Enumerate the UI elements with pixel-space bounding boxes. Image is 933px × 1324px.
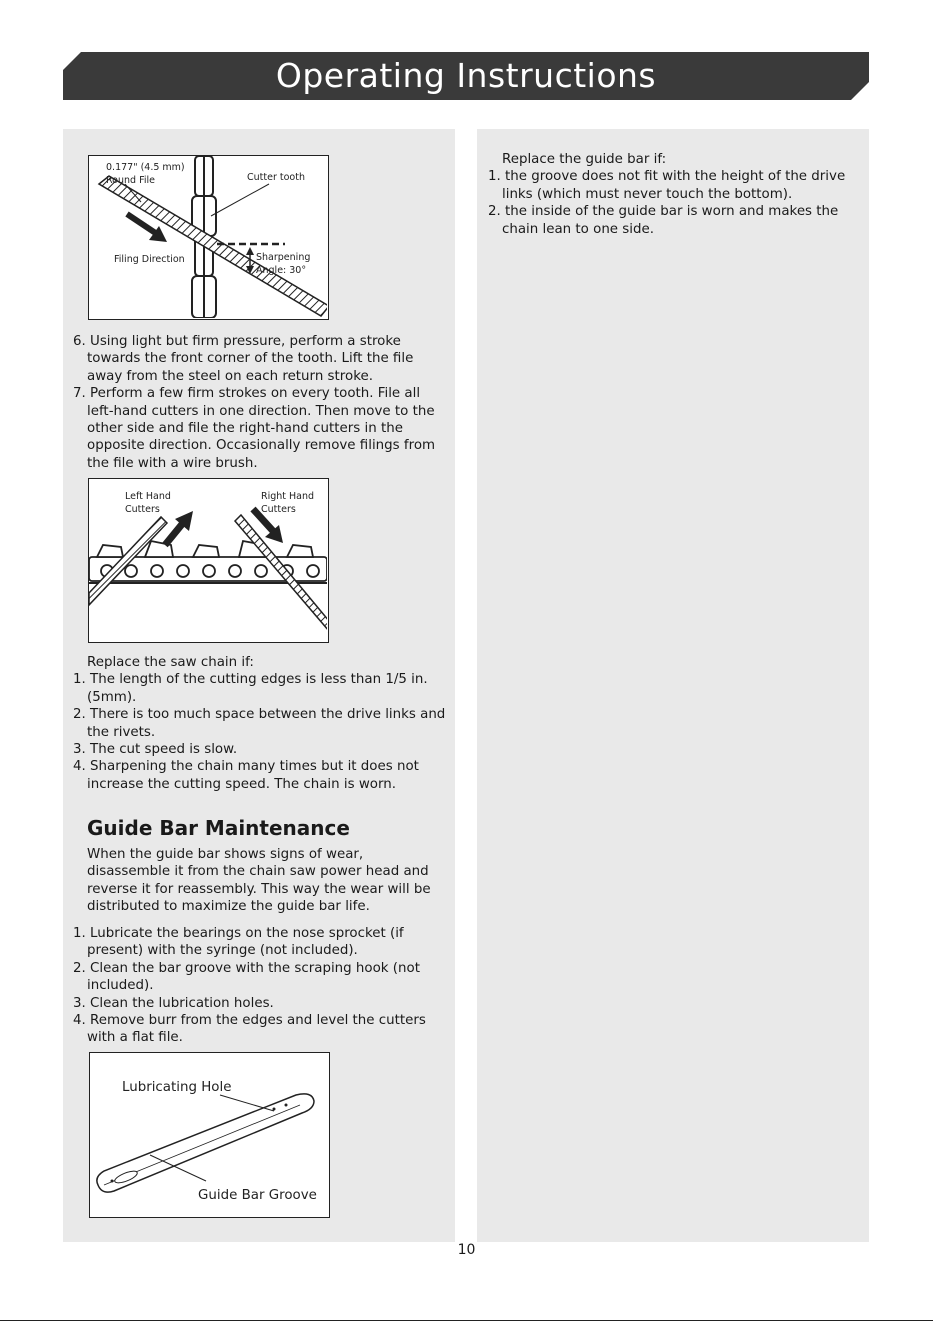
cutters-diagram: [88, 478, 329, 643]
guide-bar-item-2-line-2: included).: [87, 978, 154, 994]
sharpening-label: Sharpening: [256, 252, 311, 263]
guide-bar-item-4-line-2: with a flat file.: [87, 1030, 183, 1046]
file-size-label: 0.177" (4.5 mm): [106, 162, 185, 173]
step-7-line-3: other side and file the right-hand cutters in the: [87, 421, 403, 437]
replace-saw-chain-list: [73, 654, 445, 793]
saw-chain-item-4-line-2: increase the cutting speed. The chain is worn.: [87, 776, 396, 792]
guide-bar-item-1-line-1: 1. Lubricate the bearings on the nose sprocket (if: [73, 926, 404, 941]
saw-chain-item-2-line-2: the rivets.: [87, 724, 156, 740]
cutter-tooth-label: Cutter tooth: [247, 172, 305, 183]
page-title: Operating Instructions: [275, 56, 657, 95]
step-7-line-1: 7. Perform a few firm strokes on every tooth. File all: [73, 386, 421, 402]
saw-chain-item-2-line-1: 2. There is too much space between the drive links and: [73, 707, 446, 723]
guide-bar-item-2-line-1: 2. Clean the bar groove with the scraping hook (not: [73, 960, 420, 976]
filing-direction-label: Filing Direction: [114, 254, 185, 265]
replace-bar-item-2-line-1: 2. the inside of the guide bar is worn and makes the: [488, 204, 839, 220]
replace-bar-item-2-line-2: chain lean to one side.: [502, 221, 654, 237]
page-header-banner: [63, 52, 869, 100]
guide-bar-groove-label: Guide Bar Groove: [198, 1188, 317, 1203]
angle-label: Angle: 30°: [256, 265, 307, 276]
guide-bar-intro-line-1: When the guide bar shows signs of wear,: [87, 847, 364, 862]
left-cutters-label-2: Cutters: [125, 504, 160, 515]
step-6-line-2: towards the front corner of the tooth. Lift the file: [87, 351, 414, 367]
replace-bar-item-1-line-1: 1. the groove does not fit with the height of the drive: [488, 169, 846, 185]
saw-chain-item-4-line-1: 4. Sharpening the chain many times but it does not: [73, 759, 419, 775]
replace-bar-item-1-line-2: links (which must never touch the bottom).: [502, 186, 793, 202]
file-type-label: Round File: [106, 175, 155, 186]
left-cutters-label-1: Left Hand: [125, 491, 171, 502]
guide-bar-item-1-line-2: present) with the syringe (not included).: [87, 943, 358, 959]
guide-bar-intro-line-4: distributed to maximize the guide bar life.: [87, 899, 370, 915]
bottom-rule: [0, 1320, 933, 1321]
guide-bar-item-3: 3. Clean the lubrication holes.: [73, 995, 274, 1011]
step-7-line-4: opposite direction. Occasionally remove filings from: [87, 438, 436, 454]
saw-chain-intro: Replace the saw chain if:: [87, 655, 254, 670]
replace-bar-intro: Replace the guide bar if:: [502, 152, 667, 167]
step-7-line-2: left-hand cutters in one direction. Then move to the: [87, 403, 435, 419]
right-column-panel: [477, 129, 869, 1242]
guide-bar-item-4-line-1: 4. Remove burr from the edges and level the cutters: [73, 1013, 426, 1029]
guide-bar-intro-line-2: disassemble it from the chain saw power head and: [87, 864, 429, 880]
guide-bar-intro-line-3: reverse it for reassembly. This way the wear will be: [87, 881, 431, 897]
section-heading-guide-bar: Guide Bar Maintenance: [87, 816, 350, 840]
step-6-line-1: 6. Using light but firm pressure, perform a stroke: [73, 334, 401, 349]
saw-chain-item-1-line-1: 1. The length of the cutting edges is less than 1/5 in.: [73, 672, 428, 688]
right-cutters-label-2: Cutters: [261, 504, 296, 515]
right-cutters-label-1: Right Hand: [261, 491, 315, 502]
sharpening-diagram: [88, 155, 329, 320]
saw-chain-item-3: 3. The cut speed is slow.: [73, 742, 238, 758]
filing-steps: [73, 333, 435, 472]
saw-chain-item-1-line-2: (5mm).: [87, 689, 137, 705]
lubricating-hole-label: Lubricating Hole: [122, 1080, 232, 1095]
guide-bar-steps: [73, 925, 426, 1047]
replace-guide-bar-list: [488, 151, 845, 238]
guide-bar-intro: [73, 846, 431, 916]
page-number: 10: [457, 1242, 476, 1258]
guide-bar-diagram: [89, 1052, 330, 1218]
step-6-line-3: away from the steel on each return stroke.: [87, 368, 373, 384]
step-7-line-5: the file with a wire brush.: [87, 455, 258, 471]
